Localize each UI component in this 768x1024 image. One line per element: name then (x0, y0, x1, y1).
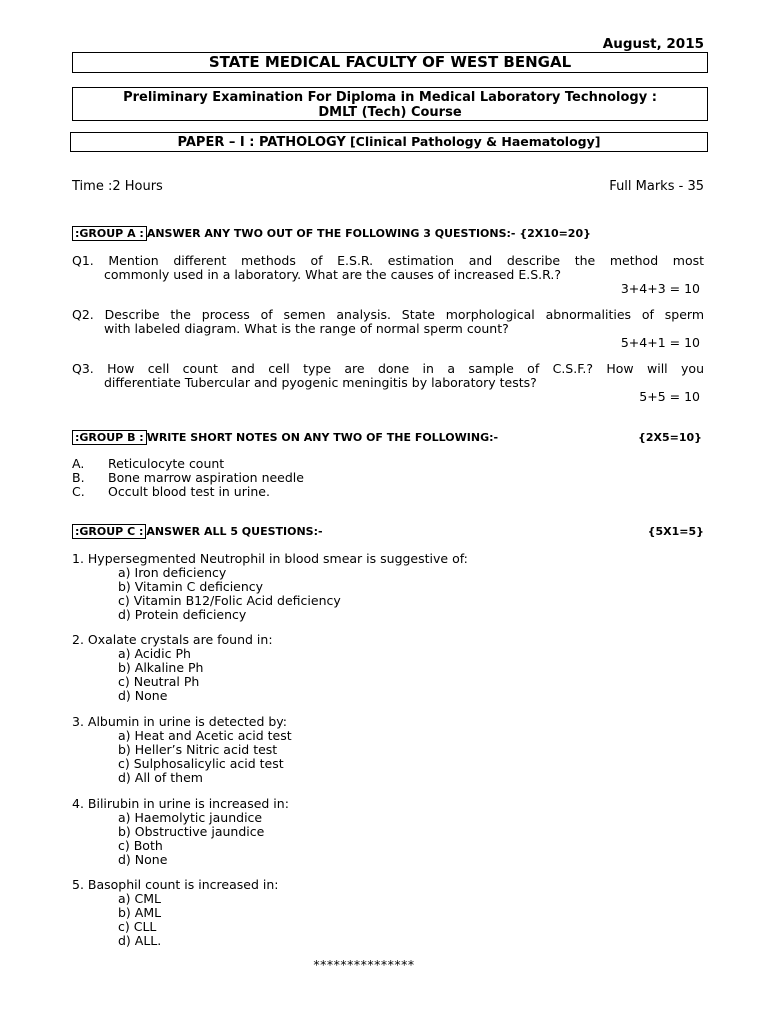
list-item: B. Bone marrow aspiration needle (72, 470, 304, 485)
group-c-heading (72, 525, 323, 539)
mcq-option: c) Sulphosalicylic acid test (118, 756, 284, 771)
mcq-stem: 5. Basophil count is increased in: (72, 877, 279, 892)
mcq-question-4 (72, 797, 289, 867)
question-text: Q2. Describe the process of semen analysis. State morphological abnormalities of sperm (72, 307, 704, 322)
mcq-option: d) All of them (118, 770, 203, 785)
question-text-cont: with labeled diagram. What is the range of normal sperm count? (104, 321, 509, 336)
list-item: A. Reticulocyte count (72, 456, 225, 471)
full-marks: Full Marks - 35 (609, 179, 704, 194)
group-a-heading (72, 227, 591, 241)
exam-date: August, 2015 (602, 36, 704, 52)
mcq-option: a) Haemolytic jaundice (118, 810, 263, 825)
mcq-stem: 3. Albumin in urine is detected by: (72, 714, 287, 729)
group-a-question-3 (72, 362, 704, 404)
mcq-option: c) CLL (118, 919, 157, 934)
question-marks: 5+4+1 = 10 (620, 335, 700, 350)
mcq-question-1 (72, 552, 468, 622)
mcq-option: a) Iron deficiency (118, 565, 227, 580)
mcq-option: d) None (118, 852, 168, 867)
mcq-question-3 (72, 715, 292, 785)
group-c-instruction: ANSWER ALL 5 QUESTIONS:- (146, 525, 323, 538)
mcq-option: b) Alkaline Ph (118, 660, 204, 675)
mcq-stem: 2. Oxalate crystals are found in: (72, 632, 273, 647)
group-a-instruction: ANSWER ANY TWO OUT OF THE FOLLOWING 3 QUESTIONS:- {2X10=20} (146, 227, 591, 240)
paper-title: PAPER – I : PATHOLOGY (177, 135, 346, 150)
end-of-paper-marker: *************** (313, 957, 415, 972)
mcq-option: c) Neutral Ph (118, 674, 200, 689)
mcq-option: a) CML (118, 891, 161, 906)
group-a-question-2 (72, 308, 704, 350)
mcq-question-5 (72, 878, 278, 948)
group-b-heading (72, 431, 498, 445)
mcq-option: d) None (118, 688, 168, 703)
group-b-list (72, 457, 304, 499)
exam-title-line1: Preliminary Examination For Diploma in Medical Laboratory Technology : (123, 90, 657, 105)
group-c-marks: {5X1=5} (647, 525, 704, 538)
group-c-label: :GROUP C : (72, 524, 146, 539)
mcq-option: b) Vitamin C deficiency (118, 579, 264, 594)
mcq-option: b) Obstructive jaundice (118, 824, 265, 839)
institution-title: STATE MEDICAL FACULTY OF WEST BENGAL (72, 52, 708, 73)
mcq-option: d) Protein deficiency (118, 607, 247, 622)
mcq-option: c) Vitamin B12/Folic Acid deficiency (118, 593, 341, 608)
exam-title-line2: DMLT (Tech) Course (318, 105, 462, 120)
question-text: Q3. How cell count and cell type are done in a sample of C.S.F.? How will you (72, 361, 704, 376)
question-text-cont: differentiate Tubercular and pyogenic meningitis by laboratory tests? (104, 375, 537, 390)
group-a-label: :GROUP A : (72, 226, 147, 241)
paper-title-box (70, 132, 708, 152)
mcq-question-2 (72, 633, 273, 703)
mcq-stem: 1. Hypersegmented Neutrophil in blood smear is suggestive of: (72, 551, 468, 566)
exam-time: Time :2 Hours (72, 179, 163, 194)
question-text-cont: commonly used in a laboratory. What are the causes of increased E.S.R.? (104, 267, 561, 282)
question-marks: 3+4+3 = 10 (620, 281, 700, 296)
list-item: C. Occult blood test in urine. (72, 484, 270, 499)
question-text: Q1. Mention different methods of E.S.R. estimation and describe the method most (72, 253, 704, 268)
group-a-question-1 (72, 254, 704, 296)
mcq-option: b) AML (118, 905, 162, 920)
mcq-option: d) ALL. (118, 933, 162, 948)
group-b-instruction: WRITE SHORT NOTES ON ANY TWO OF THE FOLLOWING:- (146, 431, 499, 444)
group-b-marks: {2X5=10} (638, 431, 702, 444)
question-marks: 5+5 = 10 (639, 389, 700, 404)
mcq-option: a) Heat and Acetic acid test (118, 728, 292, 743)
paper-subtitle: [Clinical Pathology & Haematology] (349, 134, 601, 149)
mcq-stem: 4. Bilirubin in urine is increased in: (72, 796, 289, 811)
mcq-option: a) Acidic Ph (118, 646, 191, 661)
group-b-label: :GROUP B : (72, 430, 147, 445)
exam-title-box (72, 87, 708, 121)
mcq-option: b) Heller’s Nitric acid test (118, 742, 278, 757)
mcq-option: c) Both (118, 838, 163, 853)
